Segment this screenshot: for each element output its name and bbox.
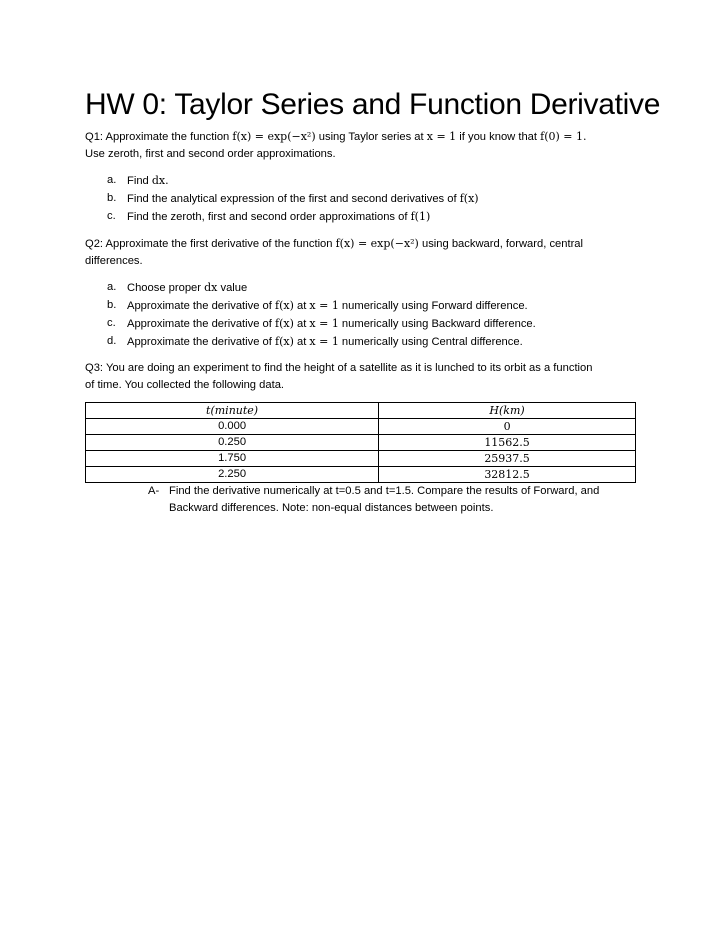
list-item-math: f(1) (410, 210, 431, 223)
list-item-text (127, 190, 479, 208)
q1-text-3: if you know that (456, 131, 541, 143)
table-cell-time: 0.000 (86, 419, 379, 435)
q1-statement-line2: Use zeroth, first and second order approximations. (85, 148, 336, 160)
q2-statement-line2: differences. (85, 255, 143, 267)
list-marker: a. (107, 174, 117, 186)
list-item-text-part: Find the zeroth, first and second order approximations of (127, 211, 411, 223)
list-item-math: dx (204, 281, 218, 294)
list-marker: a. (107, 281, 117, 293)
q1-math-point: x = 1 (426, 130, 457, 143)
list-item-math: dx. (151, 174, 169, 187)
list-item-text-part: numerically using Backward difference. (338, 318, 536, 330)
q2-text-2: using backward, forward, central (418, 238, 584, 250)
list-item (85, 297, 637, 315)
q1-list (85, 172, 637, 226)
q2-math-function: f(x) = exp(−x²) (335, 237, 419, 250)
q3-subquestion (85, 483, 637, 517)
list-marker: b. (107, 192, 117, 204)
q1-math-function: f(x) = exp(−x²) (232, 130, 316, 143)
table-row (86, 451, 636, 467)
list-marker: A- (148, 485, 160, 497)
data-table (85, 402, 636, 483)
list-item-math: f(x) (275, 335, 294, 348)
list-item-text-part: Choose proper (127, 282, 205, 294)
list-marker: b. (107, 299, 117, 311)
list-item-text-part: at (293, 300, 310, 312)
list-item-text-part: Approximate the derivative of (127, 336, 275, 348)
q3-statement-line2: of time. You collected the following data. (85, 379, 285, 391)
list-item-text-part: Find (127, 175, 152, 187)
list-item (85, 172, 637, 190)
q3-subquestion-text: Find the derivative numerically at t=0.5 and t=1.5. Compare the results of Forward, and Backward differences. Note: non-equal distances between points. (169, 485, 600, 514)
q3-statement: Q3: You are doing an experiment to find the height of a satellite as it is lunched to its orbit as a function (85, 362, 593, 374)
q1-text-1: Q1: Approximate the function (85, 131, 233, 143)
list-item-text-part: numerically using Central difference. (338, 336, 523, 348)
list-item-text-part: Approximate the derivative of (127, 300, 275, 312)
list-item (85, 190, 637, 208)
table-header-row (86, 403, 636, 419)
list-item-text (127, 208, 430, 226)
list-item-text (127, 172, 169, 190)
list-item-math: x = 1 (309, 317, 339, 330)
document-page (85, 86, 661, 517)
list-marker: d. (107, 335, 117, 347)
list-item-math: f(x) (275, 299, 294, 312)
table-cell-height: 32812.5 (379, 467, 636, 483)
list-item-text-part: at (293, 318, 310, 330)
list-item (85, 315, 637, 333)
table-cell-time: 0.250 (86, 435, 379, 451)
list-marker: c. (107, 210, 116, 222)
list-item (85, 208, 637, 226)
list-item-text (127, 279, 247, 297)
column-header-time: t(minute) (86, 403, 379, 419)
table-row (86, 467, 636, 483)
list-item-text-part: Find the analytical expression of the first and second derivatives of (127, 193, 460, 205)
list-item-text-part: Approximate the derivative of (127, 318, 275, 330)
list-item-text-part: numerically using Forward difference. (338, 300, 528, 312)
list-marker: c. (107, 317, 116, 329)
table-row (86, 419, 636, 435)
q2-statement (85, 235, 637, 253)
list-item-text (127, 297, 528, 315)
table-cell-time: 2.250 (86, 467, 379, 483)
q1-text-2: using Taylor series at (315, 131, 427, 143)
list-item-text (127, 333, 523, 351)
q2-list (85, 279, 637, 351)
list-item-math: f(x) (275, 317, 294, 330)
table-cell-time: 1.750 (86, 451, 379, 467)
column-header-height: H(km) (379, 403, 636, 419)
list-item-text-part: at (293, 336, 310, 348)
list-item (85, 333, 637, 351)
table-row (86, 435, 636, 451)
list-item (85, 279, 637, 297)
table-cell-height: 25937.5 (379, 451, 636, 467)
list-item-math: f(x) (459, 192, 479, 205)
list-item-text-part: value (217, 282, 248, 294)
page-title: HW 0: Taylor Series and Function Derivative (85, 88, 661, 121)
q2-text-1: Q2: Approximate the first derivative of the function (85, 238, 336, 250)
table-cell-height: 0 (379, 419, 636, 435)
q1-statement (85, 128, 637, 146)
list-item-math: x = 1 (309, 299, 339, 312)
q1-math-condition: f(0) = 1. (540, 130, 587, 143)
list-item-text (127, 315, 536, 333)
table-cell-height: 11562.5 (379, 435, 636, 451)
list-item-math: x = 1 (309, 335, 339, 348)
